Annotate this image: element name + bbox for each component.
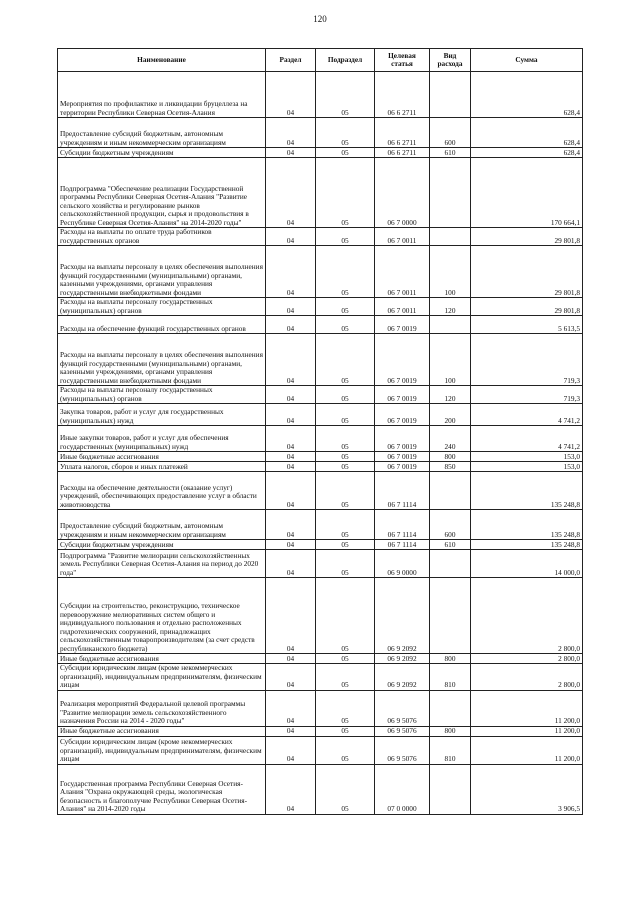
row-name: Расходы на обеспечение деятельности (оказание услуг) учреждений, обеспечивающих предоставление услуг в области животноводства [58,472,266,510]
header-section: Раздел [266,49,316,72]
row-expense-type: 120 [430,386,471,404]
row-name: Расходы на выплаты персоналу в целях обеспечения выполнения функций государственными (муниципальными) органами, казенными учреждениями, органами управления государственными внебюджетными фондами [58,334,266,386]
row-expense-type: 800 [430,726,471,736]
table-row [58,472,583,510]
row-section: 04 [266,510,316,540]
row-section: 04 [266,316,316,334]
row-expense-type: 800 [430,654,471,664]
row-expense-type [430,316,471,334]
row-target-article: 06 7 0019 [375,316,430,334]
row-target-article: 06 9 0000 [375,550,430,578]
row-target-article: 06 9 5076 [375,690,430,726]
header-expense-type [430,49,471,72]
row-name: Подпрограмма "Обеспечение реализации Государственной программы Республики Северная Осетия-Алания "Развитие сельского хозяйства и регулирование рынков сельскохозяйственной продукции, сырья и продовольствия в Республике Северная Осетия-Алания" на 2014-2020 годы" [58,158,266,228]
row-section: 04 [266,654,316,664]
row-expense-type [430,72,471,118]
row-target-article: 06 7 0011 [375,246,430,298]
row-name: Иные закупки товаров, работ и услуг для обеспечения государственных (муниципальных) нужд [58,426,266,452]
row-name: Субсидии юридическим лицам (кроме некоммерческих организаций), индивидуальным предпринимателям, физическим лицам [58,664,266,691]
row-section: 04 [266,158,316,228]
row-subsection: 05 [316,540,375,550]
row-section: 04 [266,578,316,654]
header-type-line2: расхода [437,59,463,68]
table-row [58,72,583,118]
table-body [58,72,583,815]
row-subsection: 05 [316,118,375,148]
row-section: 04 [266,298,316,316]
row-target-article: 06 7 0019 [375,386,430,404]
table-row [58,550,583,578]
row-sum: 628,4 [471,72,583,118]
row-subsection: 05 [316,148,375,158]
row-expense-type [430,690,471,726]
row-name: Субсидии юридическим лицам (кроме некоммерческих организаций), индивидуальным предпринимателям, физическим лицам [58,736,266,764]
row-target-article: 06 9 5076 [375,736,430,764]
row-sum: 4 741,2 [471,426,583,452]
row-subsection: 05 [316,472,375,510]
table-row [58,158,583,228]
row-subsection: 05 [316,550,375,578]
row-sum: 29 801,8 [471,246,583,298]
row-name: Подпрограмма "Развитие мелиорации сельскохозяйственных земель Республики Северная Осетия-Алания на период до 2020 года" [58,550,266,578]
row-subsection: 05 [316,246,375,298]
row-sum: 11 200,0 [471,690,583,726]
row-subsection: 05 [316,664,375,691]
row-section: 04 [266,472,316,510]
row-sum: 135 248,8 [471,472,583,510]
row-section: 04 [266,72,316,118]
table-row [58,654,583,664]
row-name: Расходы на обеспечение функций государственных органов [58,316,266,334]
table-row [58,316,583,334]
table-row [58,462,583,472]
row-sum: 719,3 [471,334,583,386]
header-type-line1: Вид [443,51,457,60]
row-subsection: 05 [316,404,375,426]
row-sum: 11 200,0 [471,726,583,736]
row-expense-type: 100 [430,334,471,386]
table-row [58,736,583,764]
row-sum: 153,0 [471,462,583,472]
row-section: 04 [266,426,316,452]
row-target-article: 06 7 1114 [375,510,430,540]
row-sum: 2 800,0 [471,578,583,654]
row-target-article: 06 7 0019 [375,404,430,426]
row-target-article: 06 7 1114 [375,540,430,550]
row-name: Иные бюджетные ассигнования [58,726,266,736]
row-sum: 3 906,5 [471,764,583,814]
row-target-article: 07 0 0000 [375,764,430,814]
header-sum: Сумма [471,49,583,72]
row-section: 04 [266,118,316,148]
row-section: 04 [266,404,316,426]
table-row [58,426,583,452]
row-name: Иные бюджетные ассигнования [58,452,266,462]
row-section: 04 [266,550,316,578]
row-sum: 628,4 [471,118,583,148]
row-section: 04 [266,246,316,298]
header-target-line1: Целевая [388,51,416,60]
row-expense-type: 600 [430,118,471,148]
row-target-article: 06 6 2711 [375,72,430,118]
row-target-article: 06 7 1114 [375,472,430,510]
row-section: 04 [266,462,316,472]
row-name: Расходы на выплаты по оплате труда работников государственных органов [58,228,266,246]
table-row [58,540,583,550]
row-subsection: 05 [316,426,375,452]
table-row [58,452,583,462]
row-expense-type [430,550,471,578]
row-expense-type: 200 [430,404,471,426]
row-expense-type: 600 [430,510,471,540]
row-sum: 2 800,0 [471,654,583,664]
row-expense-type [430,578,471,654]
row-name: Субсидии бюджетным учреждениям [58,540,266,550]
row-target-article: 06 7 0019 [375,334,430,386]
table-row [58,228,583,246]
row-sum: 135 248,8 [471,540,583,550]
row-target-article: 06 7 0019 [375,452,430,462]
row-sum: 29 801,8 [471,298,583,316]
row-section: 04 [266,690,316,726]
row-expense-type: 100 [430,246,471,298]
row-name: Предоставление субсидий бюджетным, автономным учреждениям и иным некоммерческим организациям [58,118,266,148]
row-sum: 4 741,2 [471,404,583,426]
row-sum: 14 000,0 [471,550,583,578]
row-subsection: 05 [316,462,375,472]
table-header-row [58,49,583,72]
row-subsection: 05 [316,654,375,664]
row-name: Предоставление субсидий бюджетным, автономным учреждениям и иным некоммерческим организациям [58,510,266,540]
row-section: 04 [266,228,316,246]
row-expense-type: 810 [430,664,471,691]
row-subsection: 05 [316,452,375,462]
row-subsection: 05 [316,316,375,334]
row-sum: 11 200,0 [471,736,583,764]
table-row [58,404,583,426]
row-expense-type [430,472,471,510]
row-section: 04 [266,664,316,691]
row-name: Реализация мероприятий Федеральной целевой программы "Развитие мелиорации земель сельскохозяйственного назначения России на 2014 - 2020 годы" [58,690,266,726]
row-expense-type [430,228,471,246]
row-subsection: 05 [316,726,375,736]
row-subsection: 05 [316,228,375,246]
row-expense-type: 120 [430,298,471,316]
row-subsection: 05 [316,72,375,118]
row-name: Иные бюджетные ассигнования [58,654,266,664]
row-name: Мероприятия по профилактике и ликвидации бруцеллеза на территории Республики Северная Осетия-Алания [58,72,266,118]
table-row [58,386,583,404]
table-row [58,510,583,540]
header-subsection: Подраздел [316,49,375,72]
row-target-article: 06 9 5076 [375,726,430,736]
row-name: Субсидии бюджетным учреждениям [58,148,266,158]
row-subsection: 05 [316,764,375,814]
row-sum: 153,0 [471,452,583,462]
row-expense-type: 240 [430,426,471,452]
row-section: 04 [266,148,316,158]
table-row [58,298,583,316]
table-row [58,118,583,148]
row-target-article: 06 7 0011 [375,228,430,246]
row-name: Закупка товаров, работ и услуг для государственных (муниципальных) нужд [58,404,266,426]
header-target-article [375,49,430,72]
table-row [58,148,583,158]
row-target-article: 06 6 2711 [375,118,430,148]
row-expense-type: 850 [430,462,471,472]
row-subsection: 05 [316,736,375,764]
row-name: Расходы на выплаты персоналу в целях обеспечения выполнения функций государственными (муниципальными) органами, казенными учреждениями, органами управления государственными внебюджетными фондами [58,246,266,298]
row-subsection: 05 [316,690,375,726]
row-name: Расходы на выплаты персоналу государственных (муниципальных) органов [58,298,266,316]
row-sum: 170 664,1 [471,158,583,228]
row-name: Субсидии на строительство, реконструкцию, техническое перевооружение мелиоративных систем общего и индивидуального пользования и отдельно расположенных гидротехнических сооружений, принадлежащих сельскохозяйственным товаропроизводителям (за счет средств республиканского бюджета) [58,578,266,654]
row-subsection: 05 [316,298,375,316]
row-sum: 719,3 [471,386,583,404]
table-row [58,726,583,736]
row-subsection: 05 [316,510,375,540]
table-row [58,690,583,726]
row-sum: 2 800,0 [471,664,583,691]
table-row [58,578,583,654]
row-expense-type [430,764,471,814]
table-row [58,764,583,814]
row-expense-type: 610 [430,148,471,158]
row-section: 04 [266,726,316,736]
row-subsection: 05 [316,334,375,386]
row-section: 04 [266,386,316,404]
row-name: Расходы на выплаты персоналу государственных (муниципальных) органов [58,386,266,404]
table-row [58,334,583,386]
row-target-article: 06 7 0011 [375,298,430,316]
header-target-line2: статья [391,59,413,68]
row-target-article: 06 9 2092 [375,654,430,664]
row-target-article: 06 9 2092 [375,664,430,691]
header-name: Наименование [58,49,266,72]
row-subsection: 05 [316,386,375,404]
table-row [58,246,583,298]
table-row [58,664,583,691]
page-number: 120 [313,14,327,24]
row-section: 04 [266,452,316,462]
row-target-article: 06 7 0019 [375,426,430,452]
row-expense-type: 810 [430,736,471,764]
row-subsection: 05 [316,158,375,228]
row-expense-type [430,158,471,228]
row-section: 04 [266,764,316,814]
row-sum: 135 248,8 [471,510,583,540]
row-target-article: 06 6 2711 [375,148,430,158]
row-target-article: 06 9 2092 [375,578,430,654]
row-expense-type: 800 [430,452,471,462]
row-name: Государственная программа Республики Северная Осетия-Алания "Охрана окружающей среды, экологическая безопасность и благополучие Республики Северная Осетия-Алания" на 2014-2020 годы [58,764,266,814]
row-sum: 29 801,8 [471,228,583,246]
row-sum: 628,4 [471,148,583,158]
row-section: 04 [266,540,316,550]
row-section: 04 [266,334,316,386]
row-section: 04 [266,736,316,764]
row-target-article: 06 7 0000 [375,158,430,228]
row-expense-type: 610 [430,540,471,550]
row-target-article: 06 7 0019 [375,462,430,472]
row-sum: 5 613,5 [471,316,583,334]
row-subsection: 05 [316,578,375,654]
row-name: Уплата налогов, сборов и иных платежей [58,462,266,472]
budget-table [57,48,583,815]
